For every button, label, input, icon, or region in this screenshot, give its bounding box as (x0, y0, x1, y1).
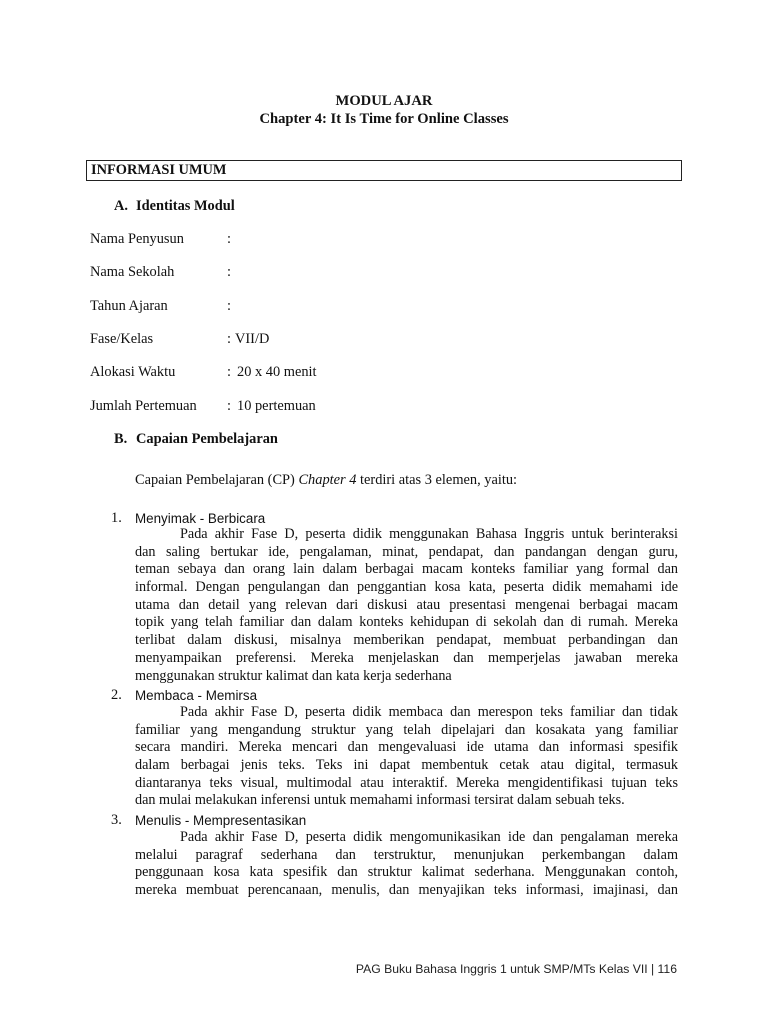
section-a-title: Identitas Modul (136, 198, 235, 214)
list-paragraph (135, 704, 678, 810)
identity-value: 20 x 40 menit (237, 364, 317, 380)
paragraph-line: Pada akhir Fase D, peserta didik menggunakan Bahasa Inggris untuk berinteraksi (180, 526, 678, 542)
list-number: 2. (111, 687, 122, 703)
identity-row (90, 364, 390, 384)
identity-row (90, 298, 390, 318)
info-box (86, 160, 682, 181)
list-paragraph (135, 526, 678, 685)
identity-key: Nama Sekolah (90, 264, 175, 280)
paragraph-line: Pada akhir Fase D, peserta didik membaca dan merespon teks familiar dan tidak (180, 704, 678, 720)
paragraph-line: utama dan detail yang relevan dari diskusi atau presentasi mengenai berbagai macam (135, 596, 678, 613)
identity-row (90, 331, 390, 351)
section-b-heading (114, 431, 278, 448)
paragraph-line: diantaranya teks visual, multimodal atau interaktif. Mereka mengidentifikasi tujuan teks (135, 774, 678, 791)
paragraph-line: informal. Dengan pengulangan dan penggantian kosa kata, peserta didik memahami ide (135, 579, 678, 596)
identity-key: Tahun Ajaran (90, 298, 168, 314)
list-heading: Menyimak - Berbicara (135, 511, 266, 526)
identity-value: 10 pertemuan (237, 398, 316, 414)
paragraph-line: terlibat dalam diskusi, misalnya memberikan pendapat, membuat perbandingan dan (135, 632, 678, 649)
paragraph-line: penggunaan kosa kata spesifik dan struktur kalimat sederhana. Menggunakan contoh, (135, 864, 678, 881)
identity-key: Jumlah Pertemuan (90, 398, 197, 414)
list-paragraph (135, 829, 678, 900)
identity-colon: : (227, 231, 231, 247)
identity-row (90, 264, 390, 284)
section-a-heading (114, 198, 235, 215)
paragraph-line: melalui paragraf sederhana dan terstruktur, menunjukan perkembangan dalam (135, 846, 678, 863)
list-heading: Menulis - Mempresentasikan (135, 813, 307, 828)
identity-key: Alokasi Waktu (90, 364, 176, 380)
list-number: 3. (111, 812, 122, 828)
section-a-letter: A. (114, 198, 128, 214)
section-b-letter: B. (114, 431, 128, 447)
paragraph-line: familiar yang mengandung struktur yang telah dipelajari dan kosakata yang familiar (135, 721, 678, 738)
intro-text: terdiri atas 3 elemen, yaitu: (356, 472, 518, 488)
paragraph-line: secara mandiri. Mereka mencari dan mengevaluasi ide utama dan informasi spesifik (135, 739, 678, 756)
paragraph-line: teman sebaya dan orang lain dalam berbagai macam konteks familiar yang formal dan (135, 561, 678, 578)
identity-colon: : (227, 331, 231, 347)
paragraph-line: menyampaikan preferensi. Mereka menjelaskan dan memperjelas jawaban mereka (135, 649, 678, 666)
info-box-label: INFORMASI UMUM (91, 162, 227, 178)
identity-row (90, 231, 390, 251)
list-number: 1. (111, 510, 122, 526)
paragraph-line: menggunakan struktur kalimat dan kata kerja sederhana (135, 667, 452, 684)
identity-colon: : (227, 364, 231, 380)
intro-sentence (135, 472, 517, 489)
identity-colon: : (227, 264, 231, 280)
identity-key: Nama Penyusun (90, 231, 184, 247)
identity-colon: : (227, 398, 231, 414)
paragraph-line: dalam berbagai jenis teks. Teks ini dapat membentuk cetak atau digital, termasuk (135, 757, 678, 774)
intro-text: Capaian Pembelajaran (CP) (135, 472, 299, 488)
paragraph-line: topik yang telah familiar dan dalam konteks kehidupan di sekolah dan di rumah. Mereka (135, 614, 678, 631)
identity-row (90, 398, 390, 418)
section-b-title: Capaian Pembelajaran (136, 431, 278, 447)
page-footer: PAG Buku Bahasa Inggris 1 untuk SMP/MTs Kelas VII | 116 (355, 962, 677, 976)
intro-italic: Chapter 4 (298, 472, 357, 488)
page-title: MODUL AJAR (335, 93, 433, 109)
identity-colon: : (227, 298, 231, 314)
paragraph-line: Pada akhir Fase D, peserta didik mengomunikasikan ide dan pengalaman mereka (180, 829, 678, 845)
identity-key: Fase/Kelas (90, 331, 154, 347)
list-heading: Membaca - Memirsa (135, 688, 258, 703)
identity-value: VII/D (235, 331, 270, 347)
paragraph-line: dan saling bertukar ide, pengalaman, minat, pendapat, dan pandangan dengan guru, (135, 543, 678, 560)
paragraph-line: mereka membuat perencanaan, menulis, dan menyajikan teks informasi, imajinasi, dan (135, 882, 678, 899)
paragraph-line: dan mulai melakukan inferensi untuk memahami informasi tersirat dalam sebuah teks. (135, 792, 625, 809)
page-subtitle: Chapter 4: It Is Time for Online Classes (259, 111, 509, 127)
